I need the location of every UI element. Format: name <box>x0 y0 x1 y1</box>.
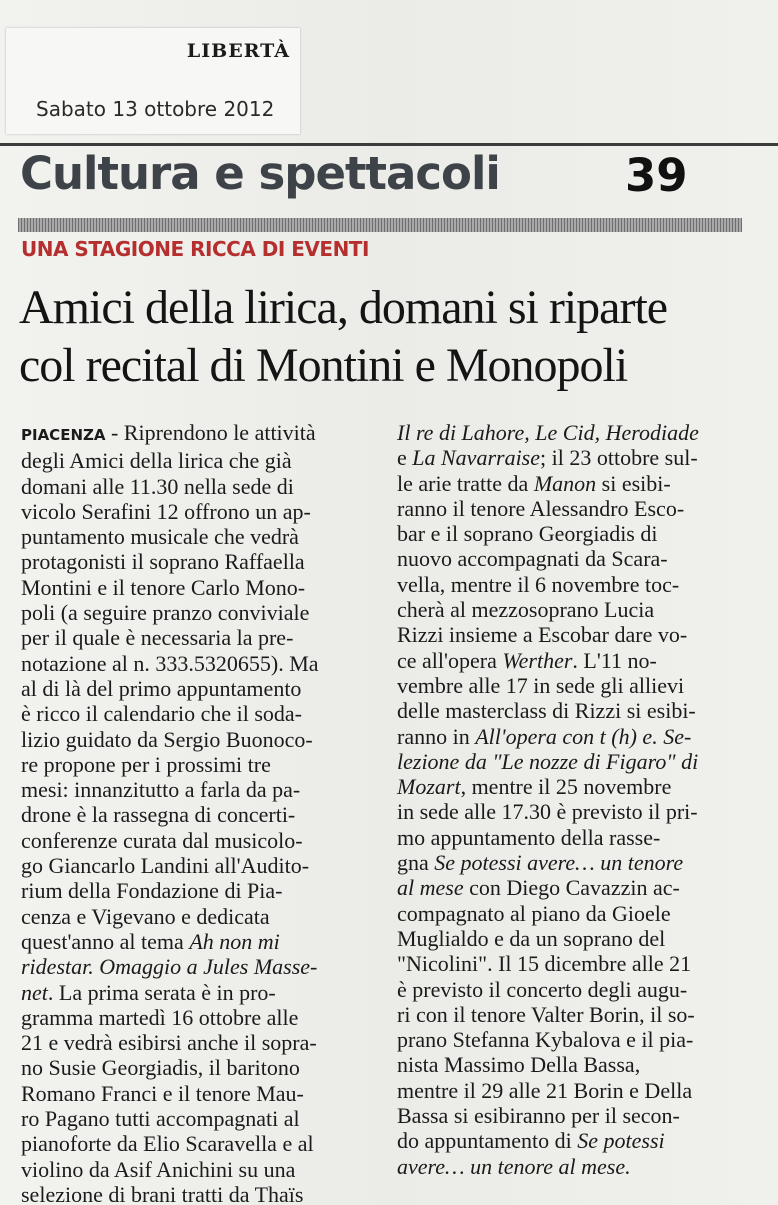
newspaper-masthead: LIBERTÀ <box>186 40 290 62</box>
publication-date: Sabato 13 ottobre 2012 <box>36 97 275 121</box>
body-line: no Susie Georgiadis, il baritono <box>21 1055 300 1081</box>
body-line: go Giancarlo Landini all'Audito- <box>21 853 310 879</box>
body-line: avere… un tenore al mese. <box>397 1153 631 1179</box>
body-line: Romano Franci e il tenore Mau- <box>21 1080 304 1106</box>
body-line: selezione di brani tratti da Thaïs <box>21 1181 304 1204</box>
article-headline <box>19 279 739 395</box>
body-line: vembre alle 17 in sede gli allievi <box>397 672 685 698</box>
body-line: net. La prima serata è in pro- <box>21 979 276 1005</box>
body-line: Montini e il tenore Carlo Mono- <box>21 574 306 600</box>
body-line: notazione al n. 333.5320655). Ma <box>21 650 319 676</box>
body-line: 21 e vedrà esibirsi anche il sopra- <box>21 1030 317 1056</box>
body-line: quest'anno al tema Ah non mi <box>21 928 280 954</box>
body-line: rium della Fondazione di Pia- <box>21 878 283 904</box>
body-line: Bassa si esibiranno per il secon- <box>397 1103 680 1129</box>
decorative-band <box>18 218 742 232</box>
page-number: 39 <box>625 149 688 202</box>
body-line: Rizzi insieme a Escobar dare vo- <box>397 622 688 648</box>
article-kicker: UNA STAGIONE RICCA DI EVENTI <box>21 237 369 261</box>
body-line: domani alle 11.30 nella sede di <box>21 473 294 499</box>
body-line: al di là del primo appuntamento <box>21 675 302 701</box>
body-line: cherà al mezzosoprano Lucia <box>397 597 655 623</box>
body-line: degli Amici della lirica che già <box>21 448 292 474</box>
body-line: Muglialdo e da un soprano del <box>397 925 666 951</box>
body-line: pianoforte da Elio Scaravella e al <box>21 1131 314 1157</box>
body-line: delle masterclass di Rizzi si esibi- <box>397 698 696 724</box>
section-rule <box>0 143 778 146</box>
body-line: Mozart, mentre il 25 novembre <box>397 774 672 800</box>
headline-line-1: Amici della lirica, domani si riparte <box>19 281 668 334</box>
body-line: ri con il tenore Valter Borin, il so- <box>397 1001 695 1027</box>
body-line: in sede alle 17.30 è previsto il pri- <box>397 799 698 825</box>
body-line: le arie tratte da Manon si esibi- <box>397 470 671 496</box>
body-line: nista Massimo Della Bassa, <box>397 1052 641 1078</box>
body-line: mentre il 29 alle 21 Borin e Della <box>397 1077 693 1103</box>
body-line: al mese con Diego Cavazzin ac- <box>397 875 680 901</box>
body-line: ranno il tenore Alessandro Esco- <box>397 495 685 521</box>
body-line: Il re di Lahore, Le Cid, Herodiade <box>397 420 699 445</box>
body-line: vella, mentre il 6 novembre toc- <box>397 571 680 597</box>
body-line: conferenze curata dal musicolo- <box>21 827 303 853</box>
body-line: mo appuntamento della rasse- <box>397 824 661 850</box>
body-line: lezione da "Le nozze di Figaro" di <box>397 748 699 774</box>
headline-line-2: col recital di Montini e Monopoli <box>19 339 628 392</box>
body-line: gramma martedì 16 ottobre alle <box>21 1004 299 1030</box>
body-line: compagnato al piano da Gioele <box>397 900 671 926</box>
body-line: lizio guidato da Sergio Buonoco- <box>21 726 313 752</box>
body-line: ranno in All'opera con t (h) e. Se- <box>397 723 692 749</box>
body-line: mesi: innanzitutto a farla da pa- <box>21 777 301 803</box>
body-line: drone è la rassegna di concerti- <box>21 802 296 828</box>
body-line: bar e il soprano Georgiadis di <box>397 521 658 547</box>
article-column-1 <box>21 420 378 1204</box>
body-line: do appuntamento di Se potessi <box>397 1128 665 1154</box>
body-line: prano Stefanna Kybalova e il pia- <box>397 1027 694 1053</box>
body-line: per il quale è necessaria la pre- <box>21 625 294 651</box>
body-line: nuovo accompagnati da Scara- <box>397 546 668 572</box>
body-line: ce all'opera Werther. L'11 no- <box>397 647 657 673</box>
body-line: poli (a seguire pranzo conviviale <box>21 600 310 626</box>
body-line: vicolo Serafini 12 offrono un ap- <box>21 498 311 524</box>
body-line: è previsto il concerto degli augu- <box>397 976 688 1002</box>
body-line: violino da Asif Anichini su una <box>21 1156 296 1182</box>
body-line: re propone per i prossimi tre <box>21 751 271 777</box>
body-line: è ricco il calendario che il soda- <box>21 701 302 727</box>
body-line: puntamento musicale che vedrà <box>21 524 299 550</box>
body-line: ro Pagano tutti accompagnati al <box>21 1106 300 1132</box>
body-line: cenza e Vigevano e dedicata <box>21 903 270 929</box>
body-line: "Nicolini". Il 15 dicembre alle 21 <box>397 951 692 977</box>
body-line: PIACENZA - Riprendono le attività <box>21 420 316 445</box>
body-line: gna Se potessi avere… un tenore <box>397 850 684 876</box>
body-line: protagonisti il soprano Raffaella <box>21 549 305 575</box>
body-line: ridestar. Omaggio a Jules Masse- <box>21 954 318 980</box>
section-title: Cultura e spettacoli <box>20 147 500 200</box>
dateline: PIACENZA <box>21 426 106 444</box>
body-line: e La Navarraise; il 23 ottobre sul- <box>397 445 698 471</box>
article-column-2 <box>397 420 743 1179</box>
